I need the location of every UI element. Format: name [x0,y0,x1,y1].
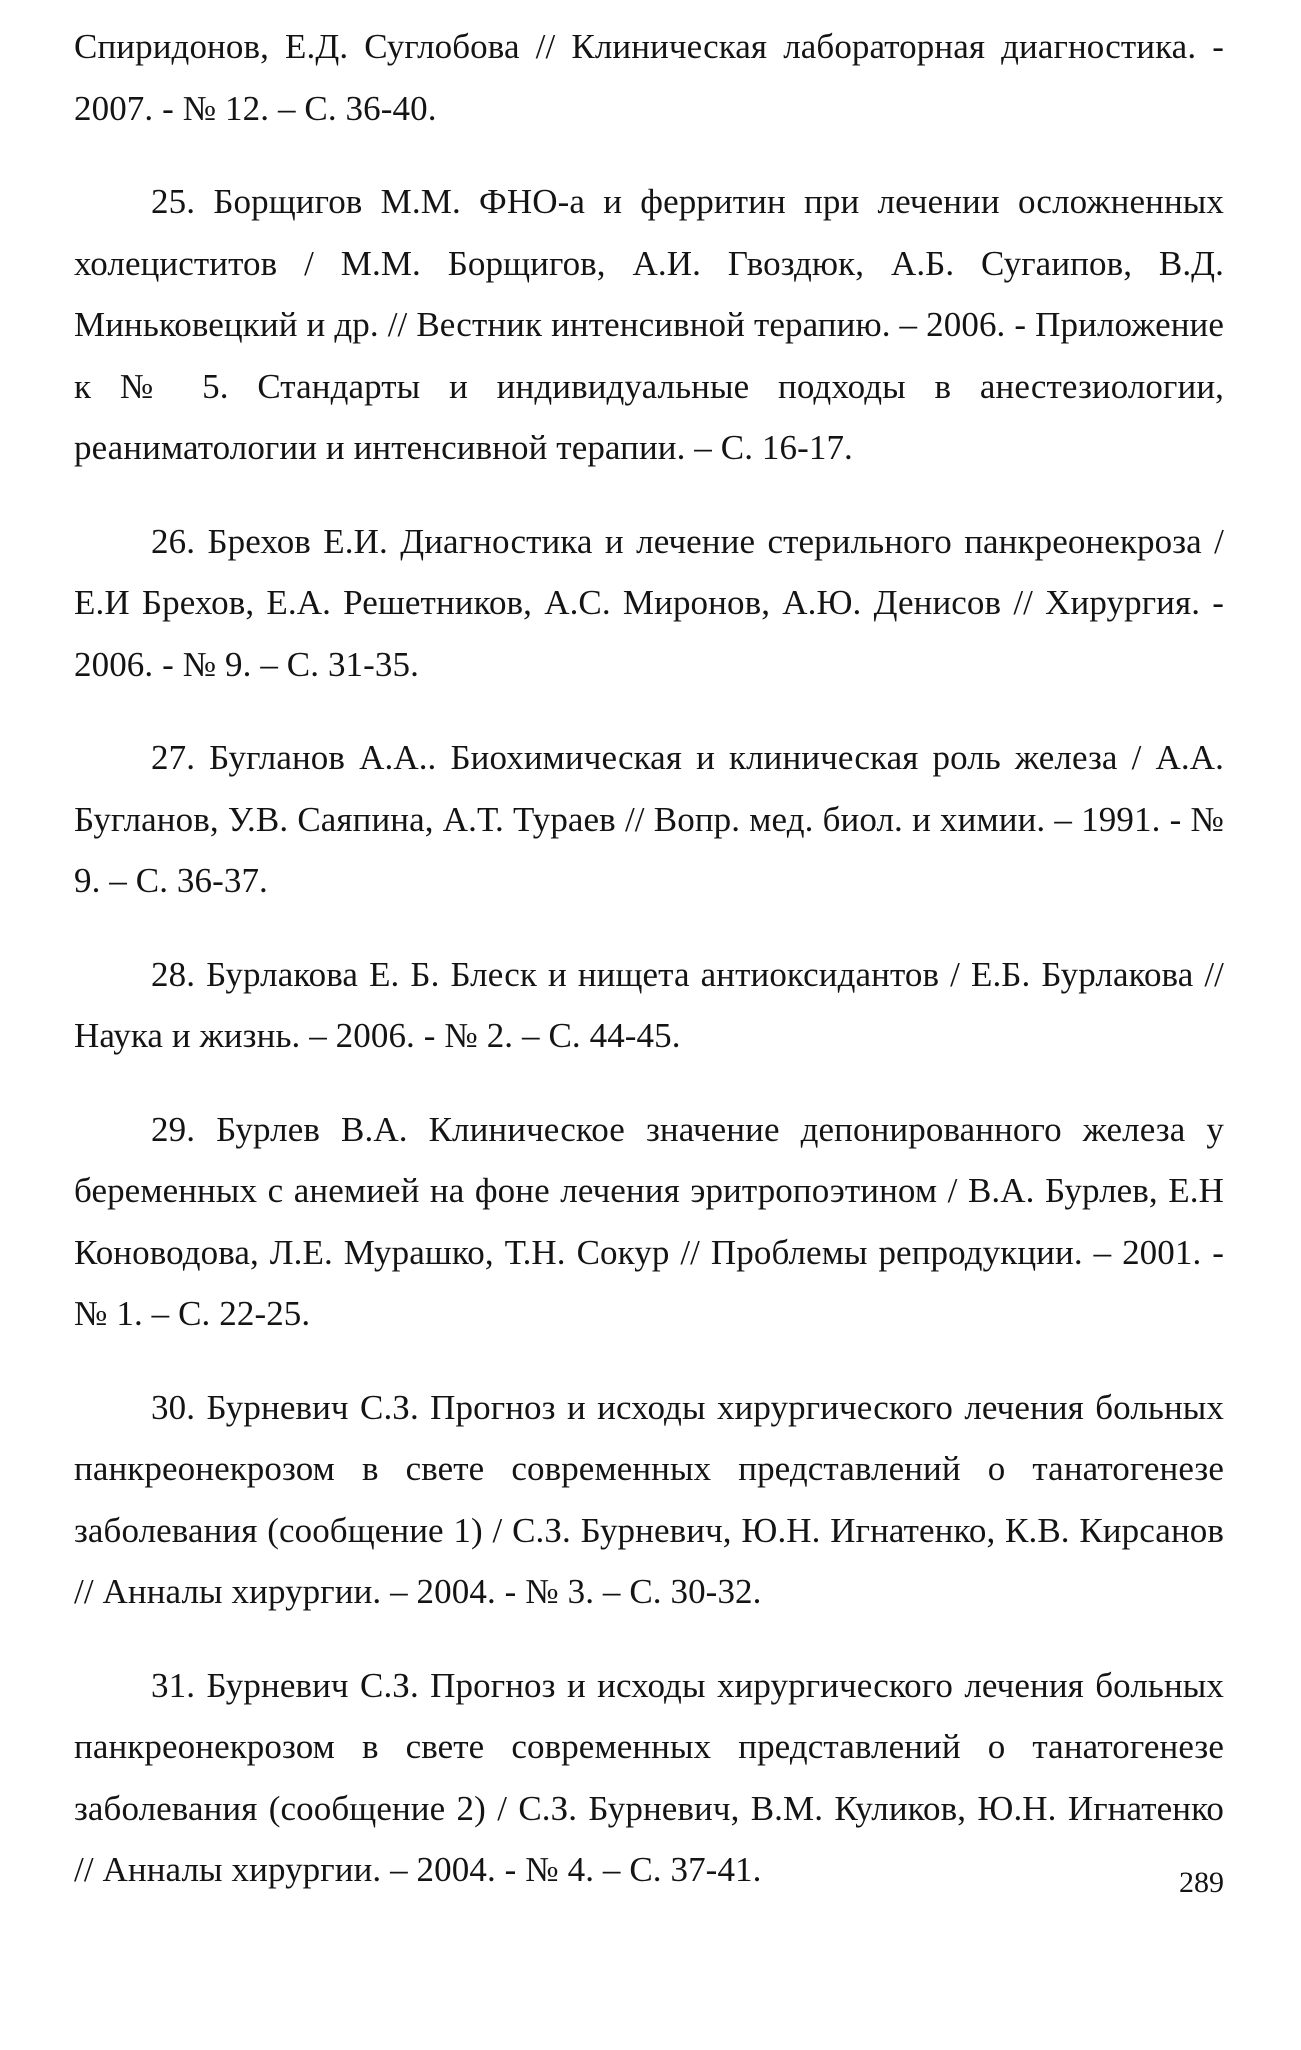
page-number: 289 [1179,1866,1224,1899]
reference-entry-28 [74,944,1224,1067]
reference-number: 26. [151,521,196,561]
reference-entry-27 [74,727,1224,912]
reference-text: Бурлакова Е. Б. Блеск и нищета антиоксидантов / Е.Б. Бурлакова // Наука и жизнь. – 2006. - № 2. – С. 44-45. [74,954,1224,1055]
reference-number: 28. [151,954,196,994]
reference-entry-30 [74,1377,1224,1623]
reference-entry-25 [74,171,1224,479]
reference-text: Спиридонов, Е.Д. Суглобова // Клиническая лабораторная диагностика. - 2007. - № 12. – С. 36-40. [74,27,1224,128]
reference-number: 29. [151,1109,196,1149]
reference-text: Бурневич С.З. Прогноз и исходы хирургического лечения больных панкреонекрозом в свете современных представлений о танатогенезе заболевания (сообщение 2) / С.З. Бурневич, В.М. Куликов, Ю.Н. Игнатенко // Анналы хирургии. – 2004. - № 4. – С. 37-41. [74,1665,1224,1889]
reference-text: Борщигов М.М. ФНО-а и ферритин при лечении осложненных холециститов / М.М. Борщигов, А.И. Гвоздюк, А.Б. Сугаипов, В.Д. Миньковецкий и др. // Вестник интенсивной терапию. – 2006. - Приложение к № 5. Стандарты и индивидуальные подходы в анестезиологии, реаниматологии и интенсивной терапии. – С. 16-17. [74,182,1224,467]
reference-text: Бугланов А.А.. Биохимическая и клиническая роль железа / А.А. Бугланов, У.В. Саяпина, А.Т. Тураев // Вопр. мед. биол. и химии. – 1991. - № 9. – С. 36-37. [74,738,1224,900]
reference-entry-31 [74,1655,1224,1901]
reference-entry-continued [74,16,1224,139]
reference-text: Бурневич С.З. Прогноз и исходы хирургического лечения больных панкреонекрозом в свете современных представлений о танатогенезе заболевания (сообщение 1) / С.З. Бурневич, Ю.Н. Игнатенко, К.В. Кирсанов // Анналы хирургии. – 2004. - № 3. – С. 30-32. [74,1387,1224,1611]
reference-entry-29 [74,1099,1224,1345]
reference-number: 25. [151,182,196,221]
reference-number: 31. [151,1665,196,1705]
reference-number: 27. [151,738,196,777]
reference-text: Брехов Е.И. Диагностика и лечение стерильного панкреонекроза / Е.И Брехов, Е.А. Решетников, А.С. Миронов, А.Ю. Денисов // Хирургия. - 2006. - № 9. – С. 31-35. [74,521,1224,684]
reference-number: 30. [151,1387,196,1427]
reference-text: Бурлев В.А. Клиническое значение депонированного железа у беременных с анемией на фоне лечения эритропоэтином / В.А. Бурлев, Е.Н Коноводова, Л.Е. Мурашко, Т.Н. Сокур // Проблемы репродукции. – 2001. - № 1. – С. 22-25. [74,1109,1224,1333]
reference-list [74,16,1224,1933]
reference-entry-26 [74,511,1224,696]
